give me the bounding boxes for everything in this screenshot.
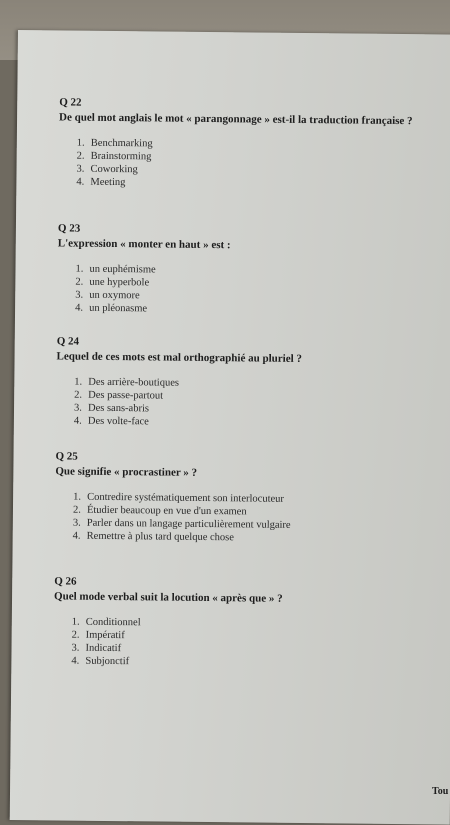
option-number: 3. <box>75 289 84 301</box>
option-label: un euphémisme <box>89 263 156 276</box>
answer-option <box>75 302 427 319</box>
option-label: Indicatif <box>85 642 122 655</box>
question-26 <box>53 575 424 671</box>
question-22 <box>58 96 429 192</box>
option-number: 4. <box>71 655 80 667</box>
document-page <box>10 30 450 825</box>
question-number: Q 25 <box>55 450 78 463</box>
answer-option <box>71 655 423 672</box>
option-number: 3. <box>73 402 82 414</box>
question-text: Lequel de ces mots est mal orthographié au pluriel ? <box>56 350 302 365</box>
option-label: Des arrière-boutiques <box>88 376 180 389</box>
option-label: Des sans-abris <box>87 402 150 415</box>
option-number: 3. <box>71 642 80 654</box>
option-label: une hyperbole <box>89 276 150 289</box>
option-number: 2. <box>75 276 84 288</box>
option-label: un pléonasme <box>89 302 148 315</box>
answer-option <box>74 415 426 432</box>
option-number: 1. <box>75 263 84 275</box>
option-label: Brainstorming <box>90 150 152 163</box>
option-label: Subjonctif <box>85 655 130 668</box>
answer-options <box>76 137 429 193</box>
question-number: Q 26 <box>54 575 77 588</box>
option-label: Benchmarking <box>90 137 153 150</box>
option-label: Étudier beaucoup en vue d'un examen <box>86 504 247 518</box>
answer-options <box>73 491 426 547</box>
question-number: Q 23 <box>57 222 81 235</box>
question-23 <box>57 222 428 318</box>
option-number: 2. <box>71 629 80 641</box>
option-label: Des volte-face <box>87 415 149 428</box>
option-number: 1. <box>74 376 83 388</box>
option-number: 4. <box>76 176 85 188</box>
option-number: 4. <box>75 302 84 314</box>
option-number: 2. <box>76 150 85 162</box>
option-label: Contredire systématiquement son interlocuteur <box>87 491 284 505</box>
option-number: 1. <box>71 616 80 628</box>
question-25 <box>55 450 426 546</box>
option-number: 3. <box>76 163 85 175</box>
option-label: Conditionnel <box>85 616 141 629</box>
question-24 <box>56 335 427 431</box>
option-label: Meeting <box>90 176 126 189</box>
option-label: un oxymore <box>89 289 140 302</box>
option-number: 4. <box>73 415 82 427</box>
option-number: 4. <box>72 530 81 542</box>
question-number: Q 22 <box>59 96 82 109</box>
question-text: Quel mode verbal suit la locution « après que » ? <box>54 590 283 605</box>
answer-options <box>75 263 428 319</box>
option-number: 1. <box>73 491 82 503</box>
page-corner-text: Tou <box>432 786 449 797</box>
answer-options <box>71 616 424 672</box>
option-number: 3. <box>72 517 81 529</box>
option-label: Remettre à plus tard quelque chose <box>86 530 235 544</box>
answer-option <box>76 176 428 193</box>
option-number: 1. <box>76 137 85 149</box>
option-label: Impératif <box>85 629 125 642</box>
answer-option <box>73 530 425 547</box>
question-text: De quel mot anglais le mot « parangonnage » est-il la traduction française ? <box>59 111 413 128</box>
option-number: 2. <box>74 389 83 401</box>
option-label: Des passe-partout <box>88 389 164 402</box>
question-text: L'expression « monter en haut » est : <box>57 237 231 252</box>
question-text: Que signifie « procrastiner » ? <box>55 465 198 479</box>
option-label: Parler dans un langage particulièrement vulgaire <box>86 517 291 531</box>
option-label: Coworking <box>90 163 138 176</box>
answer-options <box>74 376 427 432</box>
option-number: 2. <box>72 504 81 516</box>
question-number: Q 24 <box>56 335 80 348</box>
